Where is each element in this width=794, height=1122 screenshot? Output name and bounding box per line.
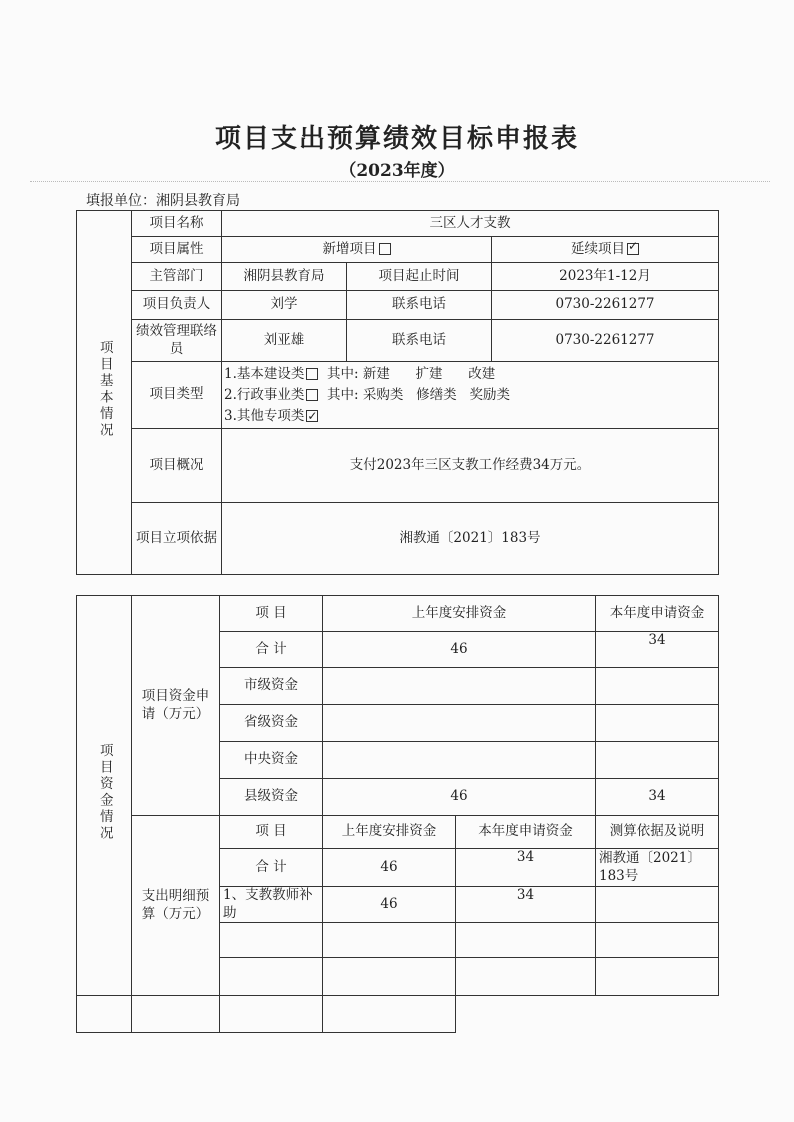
detail-row-label xyxy=(220,958,323,996)
basic-info-table xyxy=(76,210,719,575)
apply-row-this xyxy=(596,742,719,779)
type2-sub-options: 其中: 采购类 修缮类 奖励类 xyxy=(318,386,511,403)
dept-value: 湘阴县教育局 xyxy=(222,263,347,291)
apply-row-this: 34 xyxy=(596,632,719,668)
detail-row-this: 34 xyxy=(456,849,596,887)
detail-row-this: 34 xyxy=(456,887,596,923)
type2-checkbox[interactable] xyxy=(306,389,318,401)
detail-row-this xyxy=(456,923,596,958)
apply-row-label: 中央资金 xyxy=(220,742,323,779)
funds-apply-label: 项目资金申请（万元） xyxy=(132,596,220,816)
reporting-unit: 填报单位：湘阴县教育局 xyxy=(86,193,240,209)
basis-value: 湘教通〔2021〕183号 xyxy=(222,503,719,575)
project-name-label: 项目名称 xyxy=(132,211,222,237)
apply-row-last: 46 xyxy=(323,632,596,668)
detail-row-basis: 湘教通〔2021〕183号 xyxy=(596,849,719,887)
detail-row-label xyxy=(220,923,323,958)
funds-table xyxy=(76,595,719,1033)
apply-row-label: 县级资金 xyxy=(220,779,323,816)
type-other-special: 3.其他专项类 xyxy=(224,407,305,424)
period-value: 2023年1-12月 xyxy=(492,263,719,291)
type-basic-construction: 1.基本建设类 xyxy=(224,365,305,382)
detail-row-last: 46 xyxy=(323,849,456,887)
apply-row-label: 市级资金 xyxy=(220,668,323,705)
col-last-year-header: 上年度安排资金 xyxy=(323,596,596,632)
project-type-label: 项目类型 xyxy=(132,362,222,429)
detail-row-last: 46 xyxy=(323,887,456,923)
d-col-last-header: 上年度安排资金 xyxy=(323,816,456,849)
attr-cont-checkbox[interactable] xyxy=(627,243,639,255)
phone2-label: 联系电话 xyxy=(347,320,492,362)
attr-new-checkbox[interactable] xyxy=(379,243,391,255)
attr-cont-cell xyxy=(492,237,719,263)
d-col-basis-header: 测算依据及说明 xyxy=(596,816,719,849)
detail-budget-label: 支出明细预算（万元） xyxy=(132,816,220,996)
detail-row-label: 合 计 xyxy=(220,849,323,887)
detail-row-this xyxy=(220,996,323,1033)
apply-row-this xyxy=(596,705,719,742)
phone2-value: 0730-2261277 xyxy=(492,320,719,362)
project-attribute-label: 项目属性 xyxy=(132,237,222,263)
detail-row-basis xyxy=(596,923,719,958)
page-subtitle: （2023年度） xyxy=(339,161,455,181)
d-col-this-header: 本年度申请资金 xyxy=(456,816,596,849)
apply-row-label: 合 计 xyxy=(220,632,323,668)
phone-value: 0730-2261277 xyxy=(492,291,719,320)
detail-row-last xyxy=(323,923,456,958)
leader-value: 刘学 xyxy=(222,291,347,320)
period-label: 项目起止时间 xyxy=(347,263,492,291)
section-funds: 项目资金情况 xyxy=(77,596,132,996)
summary-label: 项目概况 xyxy=(132,429,222,503)
type3-checkbox[interactable] xyxy=(306,410,318,422)
apply-row-this: 34 xyxy=(596,779,719,816)
dept-label: 主管部门 xyxy=(132,263,222,291)
attr-cont-label: 延续项目 xyxy=(571,240,625,257)
detail-row-basis xyxy=(596,958,719,996)
attr-new-cell xyxy=(222,237,492,263)
apply-row-last xyxy=(323,742,596,779)
apply-row-label: 省级资金 xyxy=(220,705,323,742)
type1-checkbox[interactable] xyxy=(306,368,318,380)
attr-new-label: 新增项目 xyxy=(322,240,377,257)
detail-row-last xyxy=(323,958,456,996)
basis-label: 项目立项依据 xyxy=(132,503,222,575)
detail-row-basis xyxy=(596,887,719,923)
type-administrative: 2.行政事业类 xyxy=(224,386,305,403)
phone-label: 联系电话 xyxy=(347,291,492,320)
detail-row-label: 1、支教教师补助 xyxy=(220,887,323,923)
scan-dotted-line xyxy=(30,181,770,182)
col-this-year-header: 本年度申请资金 xyxy=(596,596,719,632)
detail-row-label xyxy=(77,996,132,1033)
detail-row-last xyxy=(132,996,220,1033)
d-col-item-header: 项 目 xyxy=(220,816,323,849)
apply-row-last xyxy=(323,668,596,705)
col-item-header: 项 目 xyxy=(220,596,323,632)
section-basic-info: 项目基本情况 xyxy=(77,211,132,575)
detail-row-basis xyxy=(323,996,456,1033)
type1-sub-options: 其中: 新建 扩建 改建 xyxy=(318,365,496,382)
detail-row-this xyxy=(456,958,596,996)
liaison-value: 刘亚雄 xyxy=(222,320,347,362)
liaison-label: 绩效管理联络员 xyxy=(132,320,222,362)
project-name-value: 三区人才支教 xyxy=(222,211,719,237)
apply-row-last xyxy=(323,705,596,742)
page-title: 项目支出预算绩效目标申报表 xyxy=(214,124,579,154)
apply-row-this xyxy=(596,668,719,705)
summary-value: 支付2023年三区支教工作经费34万元。 xyxy=(222,429,719,503)
project-type-options xyxy=(222,362,719,429)
leader-label: 项目负责人 xyxy=(132,291,222,320)
apply-row-last: 46 xyxy=(323,779,596,816)
